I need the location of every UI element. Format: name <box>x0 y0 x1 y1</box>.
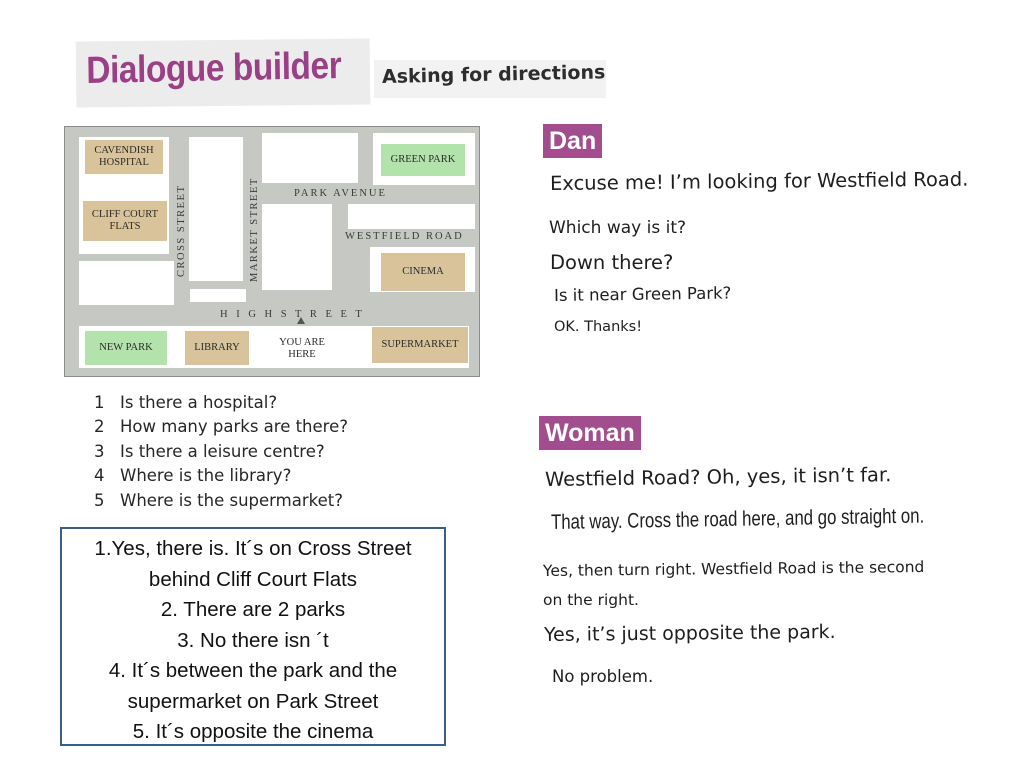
dan-line: OK. Thanks! <box>554 319 643 335</box>
question-text: Where is the supermarket? <box>120 490 343 510</box>
woman-line: Westfield Road? Oh, yes, it isn’t far. <box>544 463 892 491</box>
question-text: Is there a hospital? <box>120 392 278 412</box>
woman-line: Yes, then turn right. Westfield Road is the second <box>542 558 925 580</box>
street-label-cross-street: CROSS STREET <box>176 184 187 277</box>
place-cinema: CINEMA <box>381 253 465 291</box>
speaker-label-dan: Dan <box>543 124 602 158</box>
answer-line: 3. No there isn ´t <box>177 628 329 652</box>
answer-line: behind Cliff Court Flats <box>148 567 358 591</box>
map-block <box>262 204 332 290</box>
dan-line: Down there? <box>550 251 674 274</box>
answer-line: supermarket on Park Street <box>127 689 379 713</box>
street-label-westfield-road: WESTFIELD ROAD <box>345 231 464 242</box>
question-item <box>94 390 414 415</box>
street-label-high-street: H I G H S T R E E T <box>220 309 365 320</box>
place-cliff-court-flats: CLIFF COURT FLATS <box>83 201 167 241</box>
dan-line: Is it near Green Park? <box>553 283 732 305</box>
map-block <box>79 261 174 305</box>
woman-line: That way. Cross the road here, and go straight on. <box>550 504 925 534</box>
question-text: Is there a leisure centre? <box>120 441 325 461</box>
question-number: 2 <box>94 417 105 437</box>
question-item <box>94 439 414 464</box>
woman-line: on the right. <box>543 591 639 609</box>
question-item <box>94 464 414 489</box>
place-green-park: GREEN PARK <box>381 144 465 176</box>
woman-line: Yes, it’s just opposite the park. <box>543 620 836 646</box>
answers-box <box>60 527 446 746</box>
woman-line: No problem. <box>552 667 654 686</box>
map-block <box>189 137 243 281</box>
question-text: How many parks are there? <box>120 417 348 437</box>
page-subtitle: Asking for directions <box>381 61 606 88</box>
you-are-here-label: YOU ARE HERE <box>279 337 325 360</box>
question-number: 3 <box>94 441 105 461</box>
street-label-market-street: MARKET STREET <box>249 177 260 282</box>
question-text: Where is the library? <box>120 466 292 486</box>
street-label-park-avenue: PARK AVENUE <box>294 188 387 199</box>
map-block <box>348 204 475 229</box>
page-title: Dialogue builder <box>86 44 342 92</box>
answer-line: 2. There are 2 parks <box>160 598 346 621</box>
question-number: 5 <box>94 490 105 510</box>
place-library: LIBRARY <box>185 331 249 365</box>
place-new-park: NEW PARK <box>85 331 167 365</box>
street-map <box>64 126 480 377</box>
questions-list <box>94 390 414 513</box>
question-number: 1 <box>94 392 105 412</box>
place-supermarket: SUPERMARKET <box>372 327 468 363</box>
answer-line: 4. It´s between the park and the <box>108 659 398 682</box>
question-item <box>94 488 414 513</box>
dan-line: Which way is it? <box>549 218 687 238</box>
answer-line: 5. It´s opposite the cinema <box>132 720 374 743</box>
answer-line: 1.Yes, there is. It´s on Cross Street <box>94 537 412 560</box>
speaker-label-woman: Woman <box>539 416 641 450</box>
question-item <box>94 415 414 440</box>
dan-line: Excuse me! I’m looking for Westfield Road. <box>549 167 969 195</box>
place-cavendish-hospital: CAVENDISH HOSPITAL <box>85 140 163 174</box>
question-number: 4 <box>94 466 105 486</box>
map-block <box>190 289 246 302</box>
map-block <box>262 133 358 183</box>
